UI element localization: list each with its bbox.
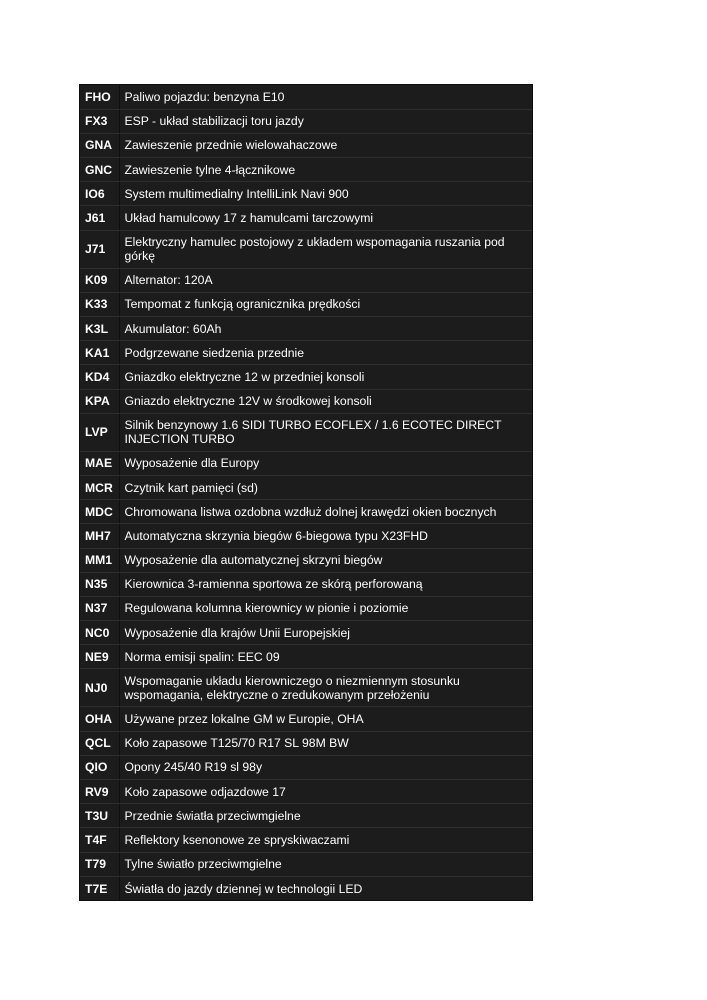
option-description: Wyposażenie dla krajów Unii Europejskiej	[119, 621, 532, 645]
option-description: Wyposażenie dla Europy	[119, 451, 532, 475]
option-row	[80, 731, 532, 755]
option-code: NE9	[80, 645, 119, 669]
option-description: Akumulator: 60Ah	[119, 317, 532, 341]
option-row	[80, 182, 532, 206]
option-codes-table	[80, 85, 532, 900]
option-description: Opony 245/40 R19 sl 98y	[119, 755, 532, 779]
option-row	[80, 828, 532, 852]
option-description: Elektryczny hamulec postojowy z układem wspomagania ruszania pod górkę	[119, 230, 532, 268]
option-description: Wyposażenie dla automatycznej skrzyni biegów	[119, 548, 532, 572]
option-description: Tylne światło przeciwmgielne	[119, 852, 532, 876]
option-row	[80, 133, 532, 157]
option-description: Reflektory ksenonowe ze spryskiwaczami	[119, 828, 532, 852]
option-code: J71	[80, 230, 119, 268]
option-code: GNC	[80, 158, 119, 182]
option-code: IO6	[80, 182, 119, 206]
option-code: KPA	[80, 389, 119, 413]
option-code: QIO	[80, 755, 119, 779]
option-code: KA1	[80, 341, 119, 365]
option-code: N35	[80, 572, 119, 596]
option-description: Zawieszenie tylne 4-łącznikowe	[119, 158, 532, 182]
option-description: Gniazdo elektryczne 12V w środkowej konsoli	[119, 389, 532, 413]
option-row	[80, 341, 532, 365]
option-code: QCL	[80, 731, 119, 755]
option-code: MH7	[80, 524, 119, 548]
option-description: Chromowana listwa ozdobna wzdłuż dolnej krawędzi okien bocznych	[119, 500, 532, 524]
option-description: Wspomaganie układu kierowniczego o niezmiennym stosunku wspomagania, elektryczne o zredukowanym przełożeniu	[119, 669, 532, 707]
option-description: Zawieszenie przednie wielowahaczowe	[119, 133, 532, 157]
option-row	[80, 85, 532, 109]
option-code: J61	[80, 206, 119, 230]
option-row	[80, 645, 532, 669]
option-row	[80, 524, 532, 548]
option-code: N37	[80, 596, 119, 620]
option-description: Koło zapasowe odjazdowe 17	[119, 780, 532, 804]
option-row	[80, 755, 532, 779]
option-code: T3U	[80, 804, 119, 828]
option-row	[80, 780, 532, 804]
option-code: MM1	[80, 548, 119, 572]
option-row	[80, 572, 532, 596]
option-description: Gniazdko elektryczne 12 w przedniej konsoli	[119, 365, 532, 389]
option-code: MAE	[80, 451, 119, 475]
option-code: T7E	[80, 876, 119, 900]
option-description: Automatyczna skrzynia biegów 6-biegowa typu X23FHD	[119, 524, 532, 548]
option-description: Norma emisji spalin: EEC 09	[119, 645, 532, 669]
option-code: K3L	[80, 317, 119, 341]
option-code: NC0	[80, 621, 119, 645]
option-row	[80, 475, 532, 499]
option-description: Światła do jazdy dziennej w technologii LED	[124, 881, 363, 896]
option-row	[80, 206, 532, 230]
option-code: OHA	[80, 707, 119, 731]
option-row	[80, 500, 532, 524]
option-code: K33	[80, 292, 119, 316]
option-row	[80, 109, 532, 133]
option-code: FHO	[80, 85, 119, 109]
option-description: Koło zapasowe T125/70 R17 SL 98M BW	[119, 731, 532, 755]
option-row	[80, 852, 532, 876]
option-description: Regulowana kolumna kierownicy w pionie i poziomie	[119, 596, 532, 620]
option-description: Podgrzewane siedzenia przednie	[119, 341, 532, 365]
option-code: KD4	[80, 365, 119, 389]
option-code: T4F	[80, 828, 119, 852]
option-row	[80, 669, 532, 707]
option-row	[80, 804, 532, 828]
option-row	[80, 389, 532, 413]
option-row	[80, 451, 532, 475]
option-description: Tempomat z funkcją ogranicznika prędkości	[119, 292, 532, 316]
option-description: Układ hamulcowy 17 z hamulcami tarczowymi	[119, 206, 532, 230]
option-code: RV9	[80, 780, 119, 804]
option-code: MCR	[80, 475, 119, 499]
option-row	[80, 621, 532, 645]
option-code: K09	[80, 268, 119, 292]
option-description: Alternator: 120A	[119, 268, 532, 292]
option-row	[80, 292, 532, 316]
option-row	[80, 876, 532, 900]
option-description: Silnik benzynowy 1.6 SIDI TURBO ECOFLEX / 1.6 ECOTEC DIRECT INJECTION TURBO	[119, 413, 532, 451]
option-description: System multimedialny IntelliLink Navi 900	[119, 182, 532, 206]
option-description: Czytnik kart pamięci (sd)	[119, 475, 532, 499]
option-code: LVP	[80, 413, 119, 451]
option-row	[80, 365, 532, 389]
option-row	[80, 707, 532, 731]
option-code: NJ0	[80, 669, 119, 707]
option-code: MDC	[80, 500, 119, 524]
option-row	[80, 548, 532, 572]
option-code: GNA	[80, 133, 119, 157]
option-row	[80, 317, 532, 341]
option-row	[80, 230, 532, 268]
option-code: FX3	[80, 109, 119, 133]
option-description: Używane przez lokalne GM w Europie, OHA	[119, 707, 532, 731]
option-description: Paliwo pojazdu: benzyna E10	[119, 85, 532, 109]
option-row	[80, 596, 532, 620]
option-code: T79	[80, 852, 119, 876]
option-description: Kierownica 3-ramienna sportowa ze skórą perforowaną	[119, 572, 532, 596]
option-description: ESP - układ stabilizacji toru jazdy	[119, 109, 532, 133]
option-row	[80, 158, 532, 182]
option-description: Przednie światła przeciwmgielne	[119, 804, 532, 828]
option-row	[80, 268, 532, 292]
option-codes-sheet	[79, 84, 533, 901]
option-row	[80, 413, 532, 451]
